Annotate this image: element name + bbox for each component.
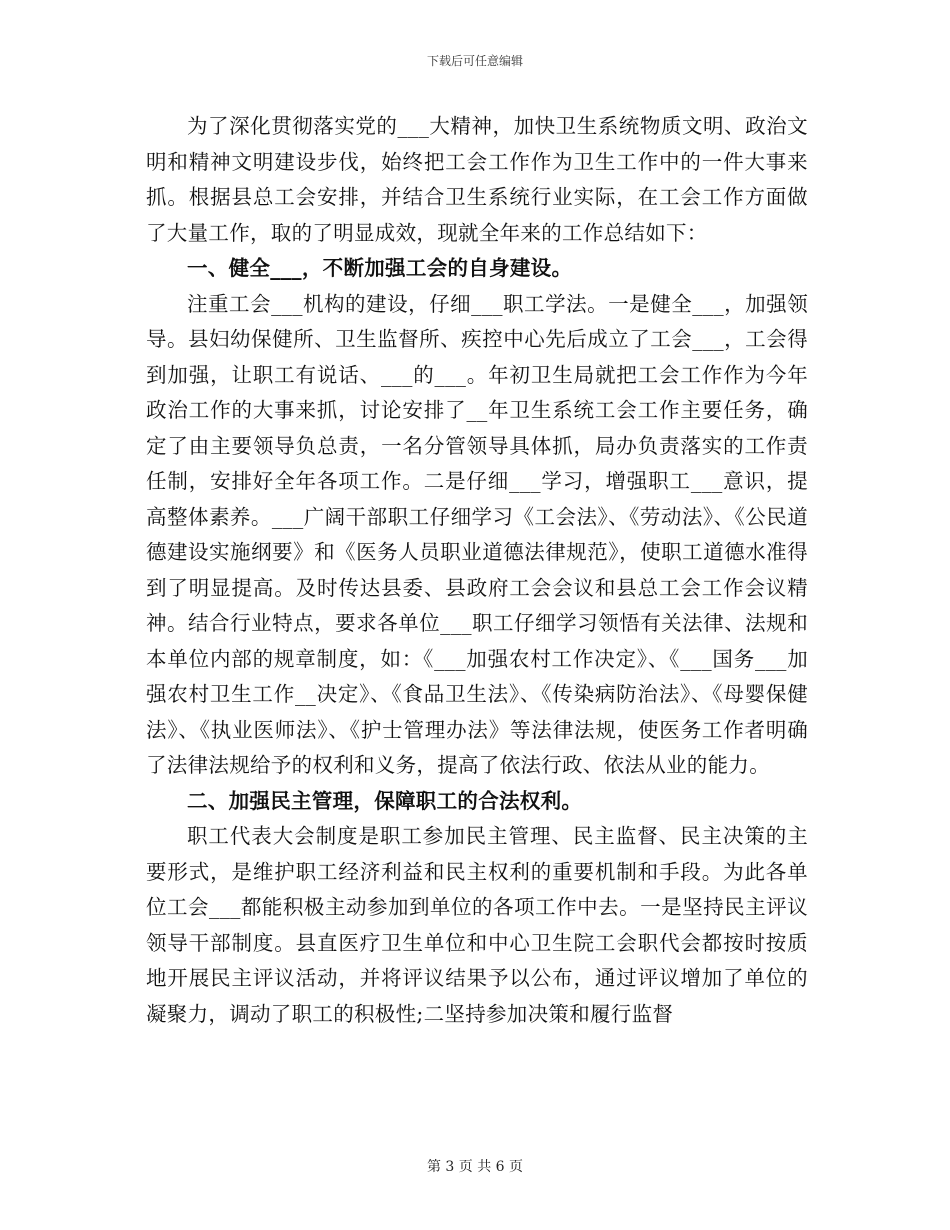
section-2-paragraph: 职工代表大会制度是职工参加民主管理、民主监督、民主决策的主要形式，是维护职工经济利益和民主权利的重要机制和手段。为此各单位工会___都能积极主动参加到单位的各项工作中去。一是坚持民主评议领导干部制度。县直医疗卫生单位和中心卫生院工会职代会都按时按质地开展民主评议活动，并将评议结果予以公布，通过评议增加了单位的凝聚力，调动了职工的积极性;二坚持参加决策和履行监督 — [146, 824, 808, 1026]
intro-paragraph: 为了深化贯彻落实党的___大精神，加快卫生系统物质文明、政治文明和精神文明建设步伐，始终把工会工作作为卫生工作中的一件大事来抓。根据县总工会安排，并结合卫生系统行业实际，在工会工作方面做了大量工作，取的了明显成效，现就全年来的工作总结如下： — [146, 114, 808, 245]
page-header: 下载后可任意编辑 — [426, 54, 523, 68]
document-body — [146, 109, 808, 1032]
section-1-paragraph: 注重工会___机构的建设，仔细___职工学法。一是健全___，加强领导。县妇幼保健所、卫生监督所、疾控中心先后成立了工会___，工会得到加强，让职工有说话、___的___。年初卫生局就把工会工作作为今年政治工作的大事来抓，讨论安排了__年卫生系统工会工作主要任务，确定了由主要领导负总责，一名分管领导具体抓，局办负责落实的工作责任制，安排好全年各项工作。二是仔细___学习，增强职工___意识，提高整体素养。___广阔干部职工仔细学习《工会法》、《劳动法》、《公民道德建设实施纲要》和《医务人员职业道德法律规范》，使职工道德水准得到了明显提高。及时传达县委、县政府工会会议和县总工会工作会议精神。结合行业特点，要求各单位___职工仔细学习领悟有关法律、法规和本单位内部的规章制度，如：《___加强农村工作决定》、《___国务___加强农村卫生工作__决定》、《食品卫生法》、《传染病防治法》、《母婴保健法》、《执业医师法》、《护士管理办法》等法律法规，使医务工作者明确了法律法规给予的权利和义务，提高了依法行政、依法从业的能力。 — [146, 291, 808, 777]
page-number-footer: 第 3 页 共 6 页 — [426, 1159, 524, 1175]
section-2-heading: 二、加强民主管理，保障职工的合法权利。 — [187, 788, 583, 813]
section-1-heading: 一、健全___，不断加强工会的自身建设。 — [187, 256, 573, 280]
